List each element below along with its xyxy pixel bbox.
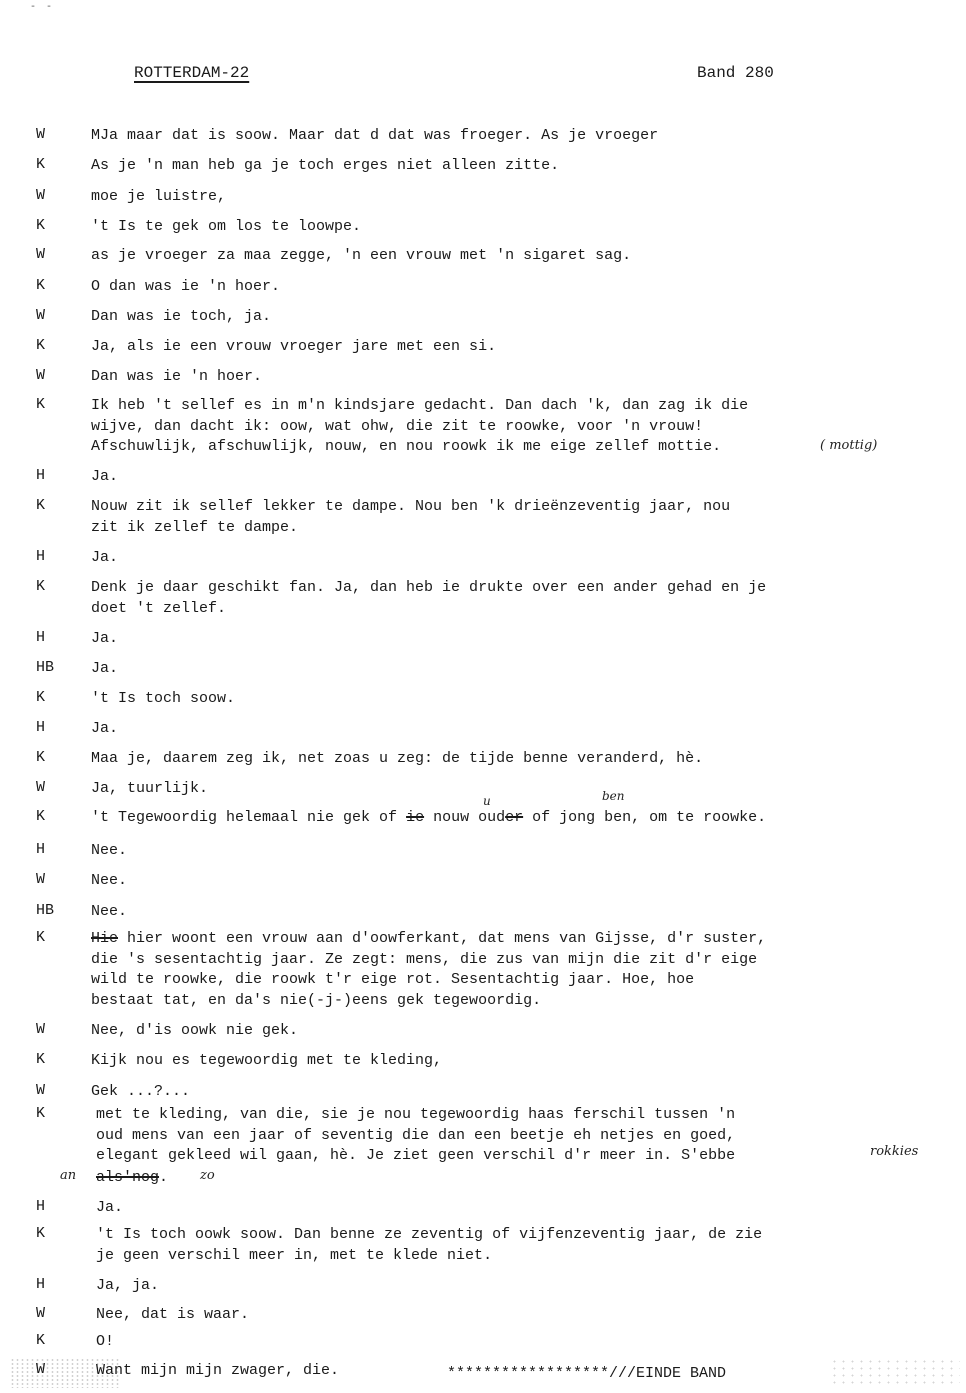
struck-text: als'nog xyxy=(96,1169,160,1186)
utterance-text: Nee. xyxy=(91,842,128,859)
speaker-label: H xyxy=(36,548,46,565)
speaker-label: W xyxy=(36,779,46,796)
utterance-text: O! xyxy=(96,1333,115,1350)
utterance-text: Want mijn mijn zwager, die. xyxy=(96,1362,340,1379)
speaker-label: K xyxy=(36,1105,46,1122)
speaker-label: K xyxy=(36,277,46,294)
speaker-label: H xyxy=(36,467,46,484)
handwritten-note-rokkies: rokkies xyxy=(870,1144,919,1159)
speaker-label: W xyxy=(36,1082,46,1099)
utterance-text xyxy=(96,1168,936,1189)
handwritten-note-mottig: ( mottig) xyxy=(820,438,878,453)
speaker-label: K xyxy=(36,497,46,514)
document-title: ROTTERDAM-22 xyxy=(134,64,250,82)
speaker-label: HB xyxy=(36,659,55,676)
utterance-text: 't Is toch oowk soow. Dan benne ze zeventig of vijfenzeventig jaar, de zie je geen verschil meer in, met te klede niet. xyxy=(96,1226,763,1264)
end-of-tape-marker: ******************///EINDE BAND xyxy=(447,1365,727,1382)
utterance-text: Nee, dat is waar. xyxy=(96,1306,250,1323)
speaker-label: K xyxy=(36,808,46,825)
handwritten-note-an: an xyxy=(60,1168,77,1183)
utterance-text: Ja. xyxy=(91,720,119,737)
utterance-text: moe je luistre, xyxy=(91,188,227,205)
speaker-label: K xyxy=(36,156,46,173)
utterance-text: Nouw zit ik sellef lekker te dampe. Nou ben 'k drieënzeventig jaar, nou zit ik zellef te dampe. xyxy=(91,498,731,536)
utterance-text: Denk je daar geschikt fan. Ja, dan heb ie drukte over een ander gehad en je doet 't zellef. xyxy=(91,579,767,617)
utterance-text: Nee, d'is oowk nie gek. xyxy=(91,1022,299,1039)
utterance-text: Ja, tuurlijk. xyxy=(91,780,209,797)
speaker-label: H xyxy=(36,841,46,858)
utterance-text: MJa maar dat is soow. Maar dat d dat was froeger. As je vroeger xyxy=(91,127,659,144)
handwritten-correction-u: u xyxy=(483,794,491,808)
speaker-label: K xyxy=(36,689,46,706)
speaker-label: K xyxy=(36,929,46,946)
speaker-label: W xyxy=(36,367,46,384)
utterance-text: 't Is toch soow. xyxy=(91,690,236,707)
speaker-label: W xyxy=(36,1305,46,1322)
scan-noise xyxy=(830,1358,960,1384)
utterance-text: Ik heb 't sellef es in m'n kindsjare gedacht. Dan dach 'k, dan zag ik die wijve, dan dacht ik: oow, wat ohw, die zit te roowke, voor 'n vrouw! Afschuwlijk, afschuwlijk, nouw, en nou roowk ik me eige zellef mottie. xyxy=(91,397,749,455)
utterance-text: Dan was ie toch, ja. xyxy=(91,308,272,325)
tape-number: Band 280 xyxy=(697,64,774,82)
speaker-label: W xyxy=(36,187,46,204)
text-segment: hier woont een vrouw aan d'oowferkant, dat mens van Gijsse, d'r suster, die 's sesentachtig jaar. Ze zegt: mens, die zus van mijn die zit d'r eige wild te roowke, die roowk t'r eige rot. Sesentachtig jaar. Hoe, hoe bestaat tat, en da's nie(-j-)eens gek tegewoordig. xyxy=(91,930,767,1009)
handwritten-correction-ben: ben xyxy=(602,789,625,803)
speaker-label: W xyxy=(36,246,46,263)
text-segment: 't Tegewoordig helemaal nie gek of xyxy=(91,809,407,826)
text-segment: nouw oud xyxy=(424,809,506,826)
speaker-label: K xyxy=(36,1225,46,1242)
utterance-text xyxy=(91,808,931,829)
speaker-label: K xyxy=(36,217,46,234)
utterance-text: As je 'n man heb ga je toch erges niet alleen zitte. xyxy=(91,157,560,174)
utterance-text: Ja. xyxy=(96,1199,124,1216)
utterance-text: O dan was ie 'n hoer. xyxy=(91,278,281,295)
utterance-text: Nee. xyxy=(91,903,128,920)
corner-mark: - - xyxy=(30,2,55,13)
utterance-text: met te kleding, van die, sie je nou tegewoordig haas ferschil tussen 'n oud mens van een jaar of seventig die dan een beetje eh netjes en goed, elegant gekleed wil gaan, hè. Je ziet geen verschil d'r meer in. S'ebbe xyxy=(96,1106,736,1164)
struck-text: Hie xyxy=(91,930,119,947)
struck-text: ie xyxy=(406,809,425,826)
utterance-text: Nee. xyxy=(91,872,128,889)
speaker-label: W xyxy=(36,1361,46,1378)
speaker-label: W xyxy=(36,307,46,324)
utterance-text: as je vroeger za maa zegge, 'n een vrouw met 'n sigaret sag. xyxy=(91,247,632,264)
speaker-label: K xyxy=(36,1332,46,1349)
utterance-text: Ja, als ie een vrouw vroeger jare met een si. xyxy=(91,338,497,355)
utterance-text: Ja, ja. xyxy=(96,1277,160,1294)
speaker-label: H xyxy=(36,719,46,736)
text-segment: of jong ben, om te roowke. xyxy=(523,809,767,826)
speaker-label: K xyxy=(36,396,46,413)
struck-text: er xyxy=(505,809,524,826)
speaker-label: H xyxy=(36,629,46,646)
speaker-label: H xyxy=(36,1198,46,1215)
speaker-label: K xyxy=(36,749,46,766)
utterance-text: 't Is te gek om los te loowpe. xyxy=(91,218,362,235)
utterance-text: Dan was ie 'n hoer. xyxy=(91,368,263,385)
speaker-label: H xyxy=(36,1276,46,1293)
speaker-label: W xyxy=(36,126,46,143)
utterance-text xyxy=(91,929,931,1011)
speaker-label: W xyxy=(36,871,46,888)
utterance-text: Ja. xyxy=(91,549,119,566)
handwritten-note-zo: zo xyxy=(200,1168,215,1183)
speaker-label: K xyxy=(36,1051,46,1068)
utterance-text: Kijk nou es tegewoordig met te kleding, xyxy=(91,1052,443,1069)
speaker-label: K xyxy=(36,337,46,354)
utterance-text: Maa je, daarem zeg ik, net zoas u zeg: de tijde benne veranderd, hè. xyxy=(91,750,704,767)
speaker-label: HB xyxy=(36,902,55,919)
speaker-label: W xyxy=(36,1021,46,1038)
utterance-text: Gek ...?... xyxy=(91,1083,191,1100)
text-segment: . xyxy=(159,1169,178,1186)
utterance-text: Ja. xyxy=(91,630,119,647)
utterance-text: Ja. xyxy=(91,660,119,677)
utterance-text: Ja. xyxy=(91,468,119,485)
speaker-label: K xyxy=(36,578,46,595)
